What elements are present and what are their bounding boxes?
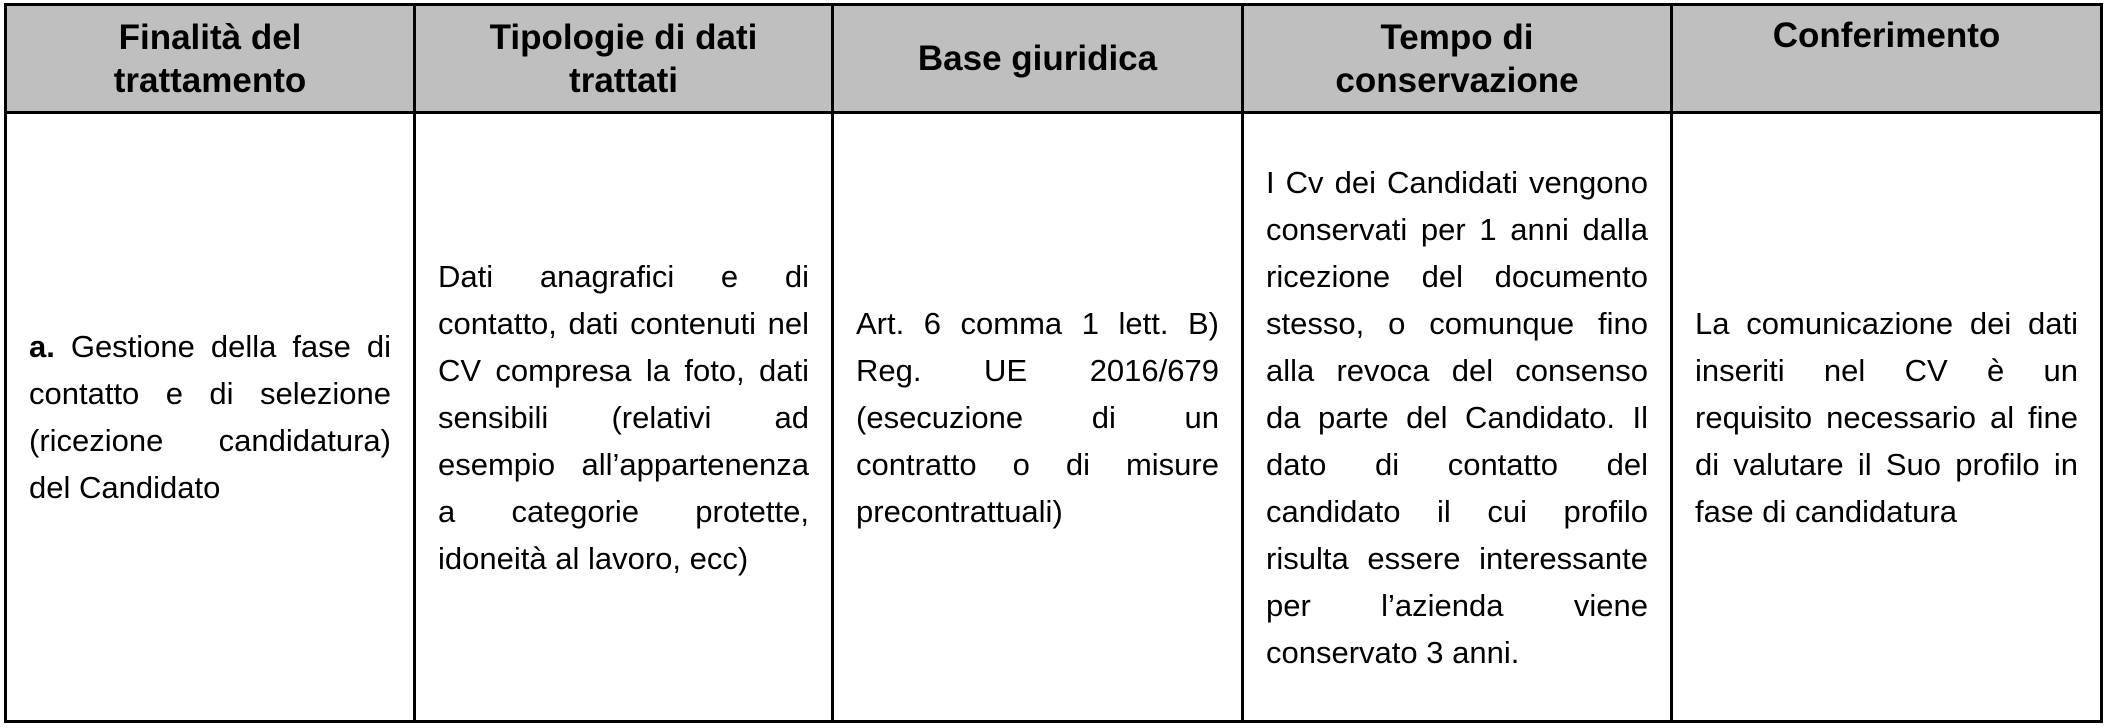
cell-finalita [6,113,415,722]
header-tipologie: Tipologie di dati trattati [415,5,833,113]
privacy-table [4,3,2103,723]
cell-tipologie: Dati anagrafici e di contatto, dati contenuti nel CV compresa la foto, dati sensibili (relativi ad esempio all’appartenenza a categorie protette, idoneità al lavoro, ecc) [415,113,833,722]
finalita-text: Gestione della fase di contatto e di selezione (ricezione candidatura) del Candidato [29,329,391,505]
table-header-row [6,5,2102,113]
header-conferimento: Conferimento [1672,5,2102,113]
privacy-table-container [4,3,2100,723]
header-base-giuridica: Base giuridica [833,5,1243,113]
table-row [6,113,2102,722]
header-tempo-conservazione: Tempo di conservazione [1243,5,1672,113]
finalita-prefix: a. [29,329,55,364]
cell-base-giuridica: Art. 6 comma 1 lett. B) Reg. UE 2016/679 (esecuzione di un contratto o di misure precontrattuali) [833,113,1243,722]
cell-tempo-conservazione: I Cv dei Candidati vengono conservati per 1 anni dalla ricezione del documento stesso, o comunque fino alla revoca del consenso da parte del Candidato. Il dato di contatto del candidato il cui profilo risulta essere interessante per l’azienda viene conservato 3 anni. [1243,113,1672,722]
cell-conferimento: La comunicazione dei dati inseriti nel CV è un requisito necessario al fine di valutare il Suo profilo in fase di candidatura [1672,113,2102,722]
header-finalita: Finalità del trattamento [6,5,415,113]
